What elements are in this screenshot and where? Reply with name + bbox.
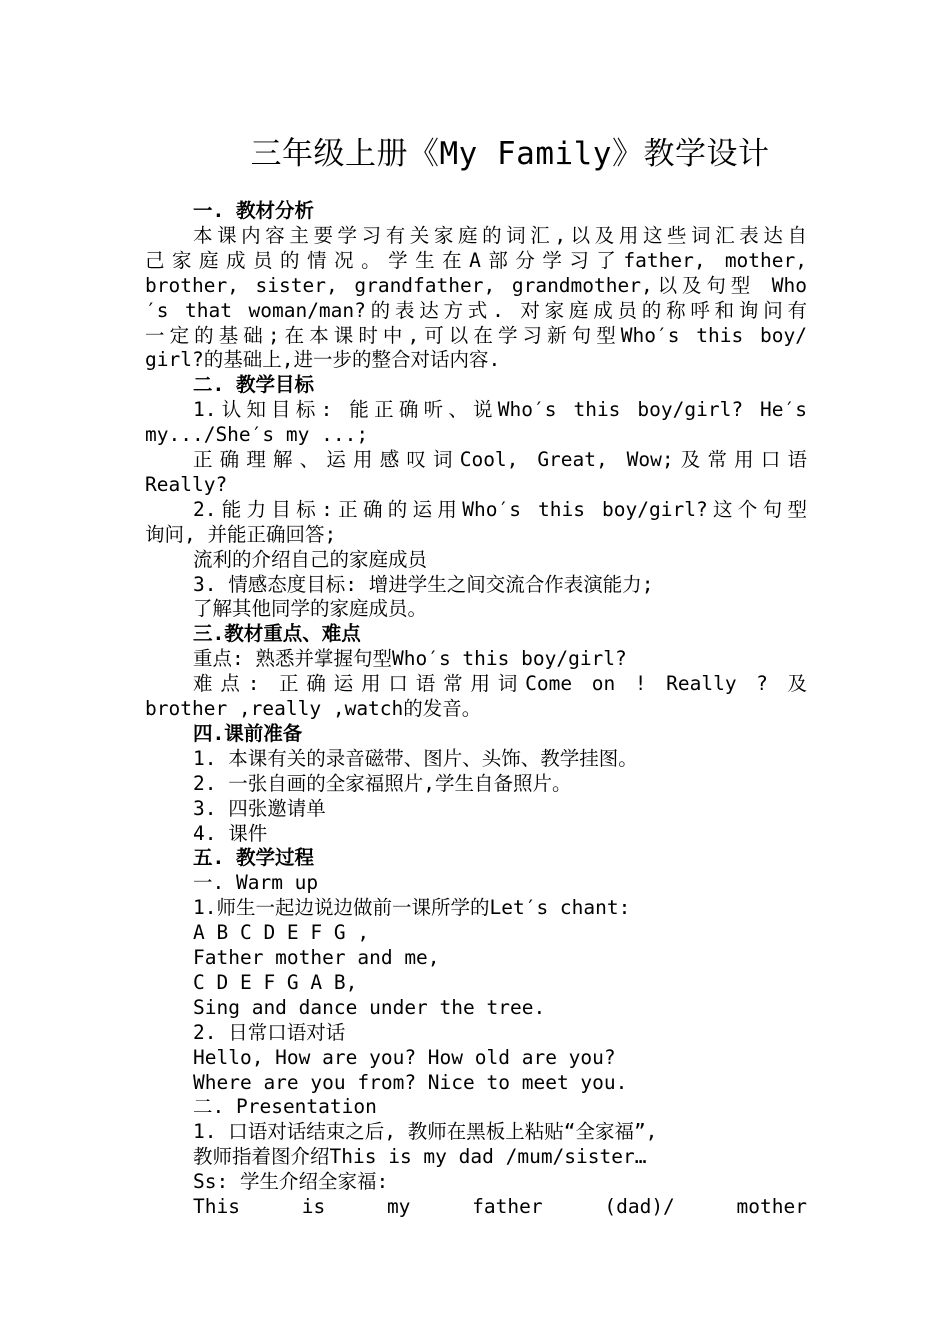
text-line: Sing and dance under the tree. [193,995,546,1019]
text-line: Where are you from? Nice to meet you. [193,1070,628,1094]
text-line: 3. 情感态度目标: 增进学生之间交流合作表演能力; [193,572,654,596]
text-line: Ss: 学生介绍全家福: [193,1170,389,1194]
section-heading: 三.教材重点、难点 [193,622,361,646]
section-heading: 二. 教学目标 [193,373,314,397]
text-line: 1. 本课有关的录音磁带、图片、头饰、教学挂图。 [193,746,638,770]
text-line: 1. 口语对话结束之后, 教师在黑板上粘贴“全家福”, [193,1120,658,1144]
text-line: 流利的介绍自己的家庭成员 [193,547,428,571]
text-line: 了解其他同学的家庭成员。 [193,597,428,621]
text-line: 本课内容主要学习有关家庭的词汇,以及用这些词汇表达自 [193,223,807,247]
section-heading: 四.课前准备 [193,721,303,745]
text-line: 4. 课件 [193,821,268,845]
text-line: 2. 日常口语对话 [193,1020,346,1044]
text-line: ′s that woman/man?的表达方式. 对家庭成员的称呼和询问有 [145,298,807,322]
text-line: brother ,really ,watch的发音。 [145,697,482,720]
text-line: 1.师生一起边说边做前一课所学的Let′s chant: [193,896,631,920]
text-line: Hello, How are you? How old are you? [193,1045,616,1069]
text-line: 教师指着图介绍This is my dad /mum/sister… [193,1145,647,1169]
text-line: 2. 一张自画的全家福照片,学生自备照片。 [193,771,572,795]
text-line: 1.认知目标: 能正确听、说Who′s this boy/girl? He′s [193,398,807,422]
text-line: 3. 四张邀请单 [193,796,326,820]
text-line: 2.能力目标:正确的运用Who′s this boy/girl?这个句型 [193,497,807,521]
text-line: Father mother and me, [193,946,440,969]
text-line: 重点: 熟悉并掌握句型Who′s this boy/girl? [193,647,627,671]
text-line: A B C D E F G , [193,921,370,945]
text-line: Really? [145,472,228,496]
text-line: 询问, 并能正确回答; [145,522,337,546]
text-line: 二. Presentation [193,1095,377,1119]
text-line: 正确理解、运用感叹词Cool, Great, Wow;及常用口语 [193,448,807,471]
document-title: 三年级上册《My Family》教学设计 [250,136,770,172]
text-line: my.../She′s my ...; [145,423,369,447]
text-line: This is my father (dad)/ mother [193,1195,807,1218]
text-line: girl?的基础上,进一步的整合对话内容. [145,348,501,372]
text-line: 一定的基础;在本课时中,可以在学习新句型Who′s this boy/ [145,323,807,347]
text-line: brother, sister, grandfather, grandmother,以及句型 Who [145,273,807,297]
text-line: C D E F G A B, [193,970,358,994]
text-line: 难点: 正确运用口语常用词Come on ! Really ? 及 [193,672,807,696]
text-line: 一. Warm up [193,871,319,895]
section-heading: 一. 教材分析 [193,199,314,222]
text-line: 己家庭成员的情况。学生在A部分学习了father, mother, [145,248,807,272]
section-heading: 五. 教学过程 [193,846,314,870]
